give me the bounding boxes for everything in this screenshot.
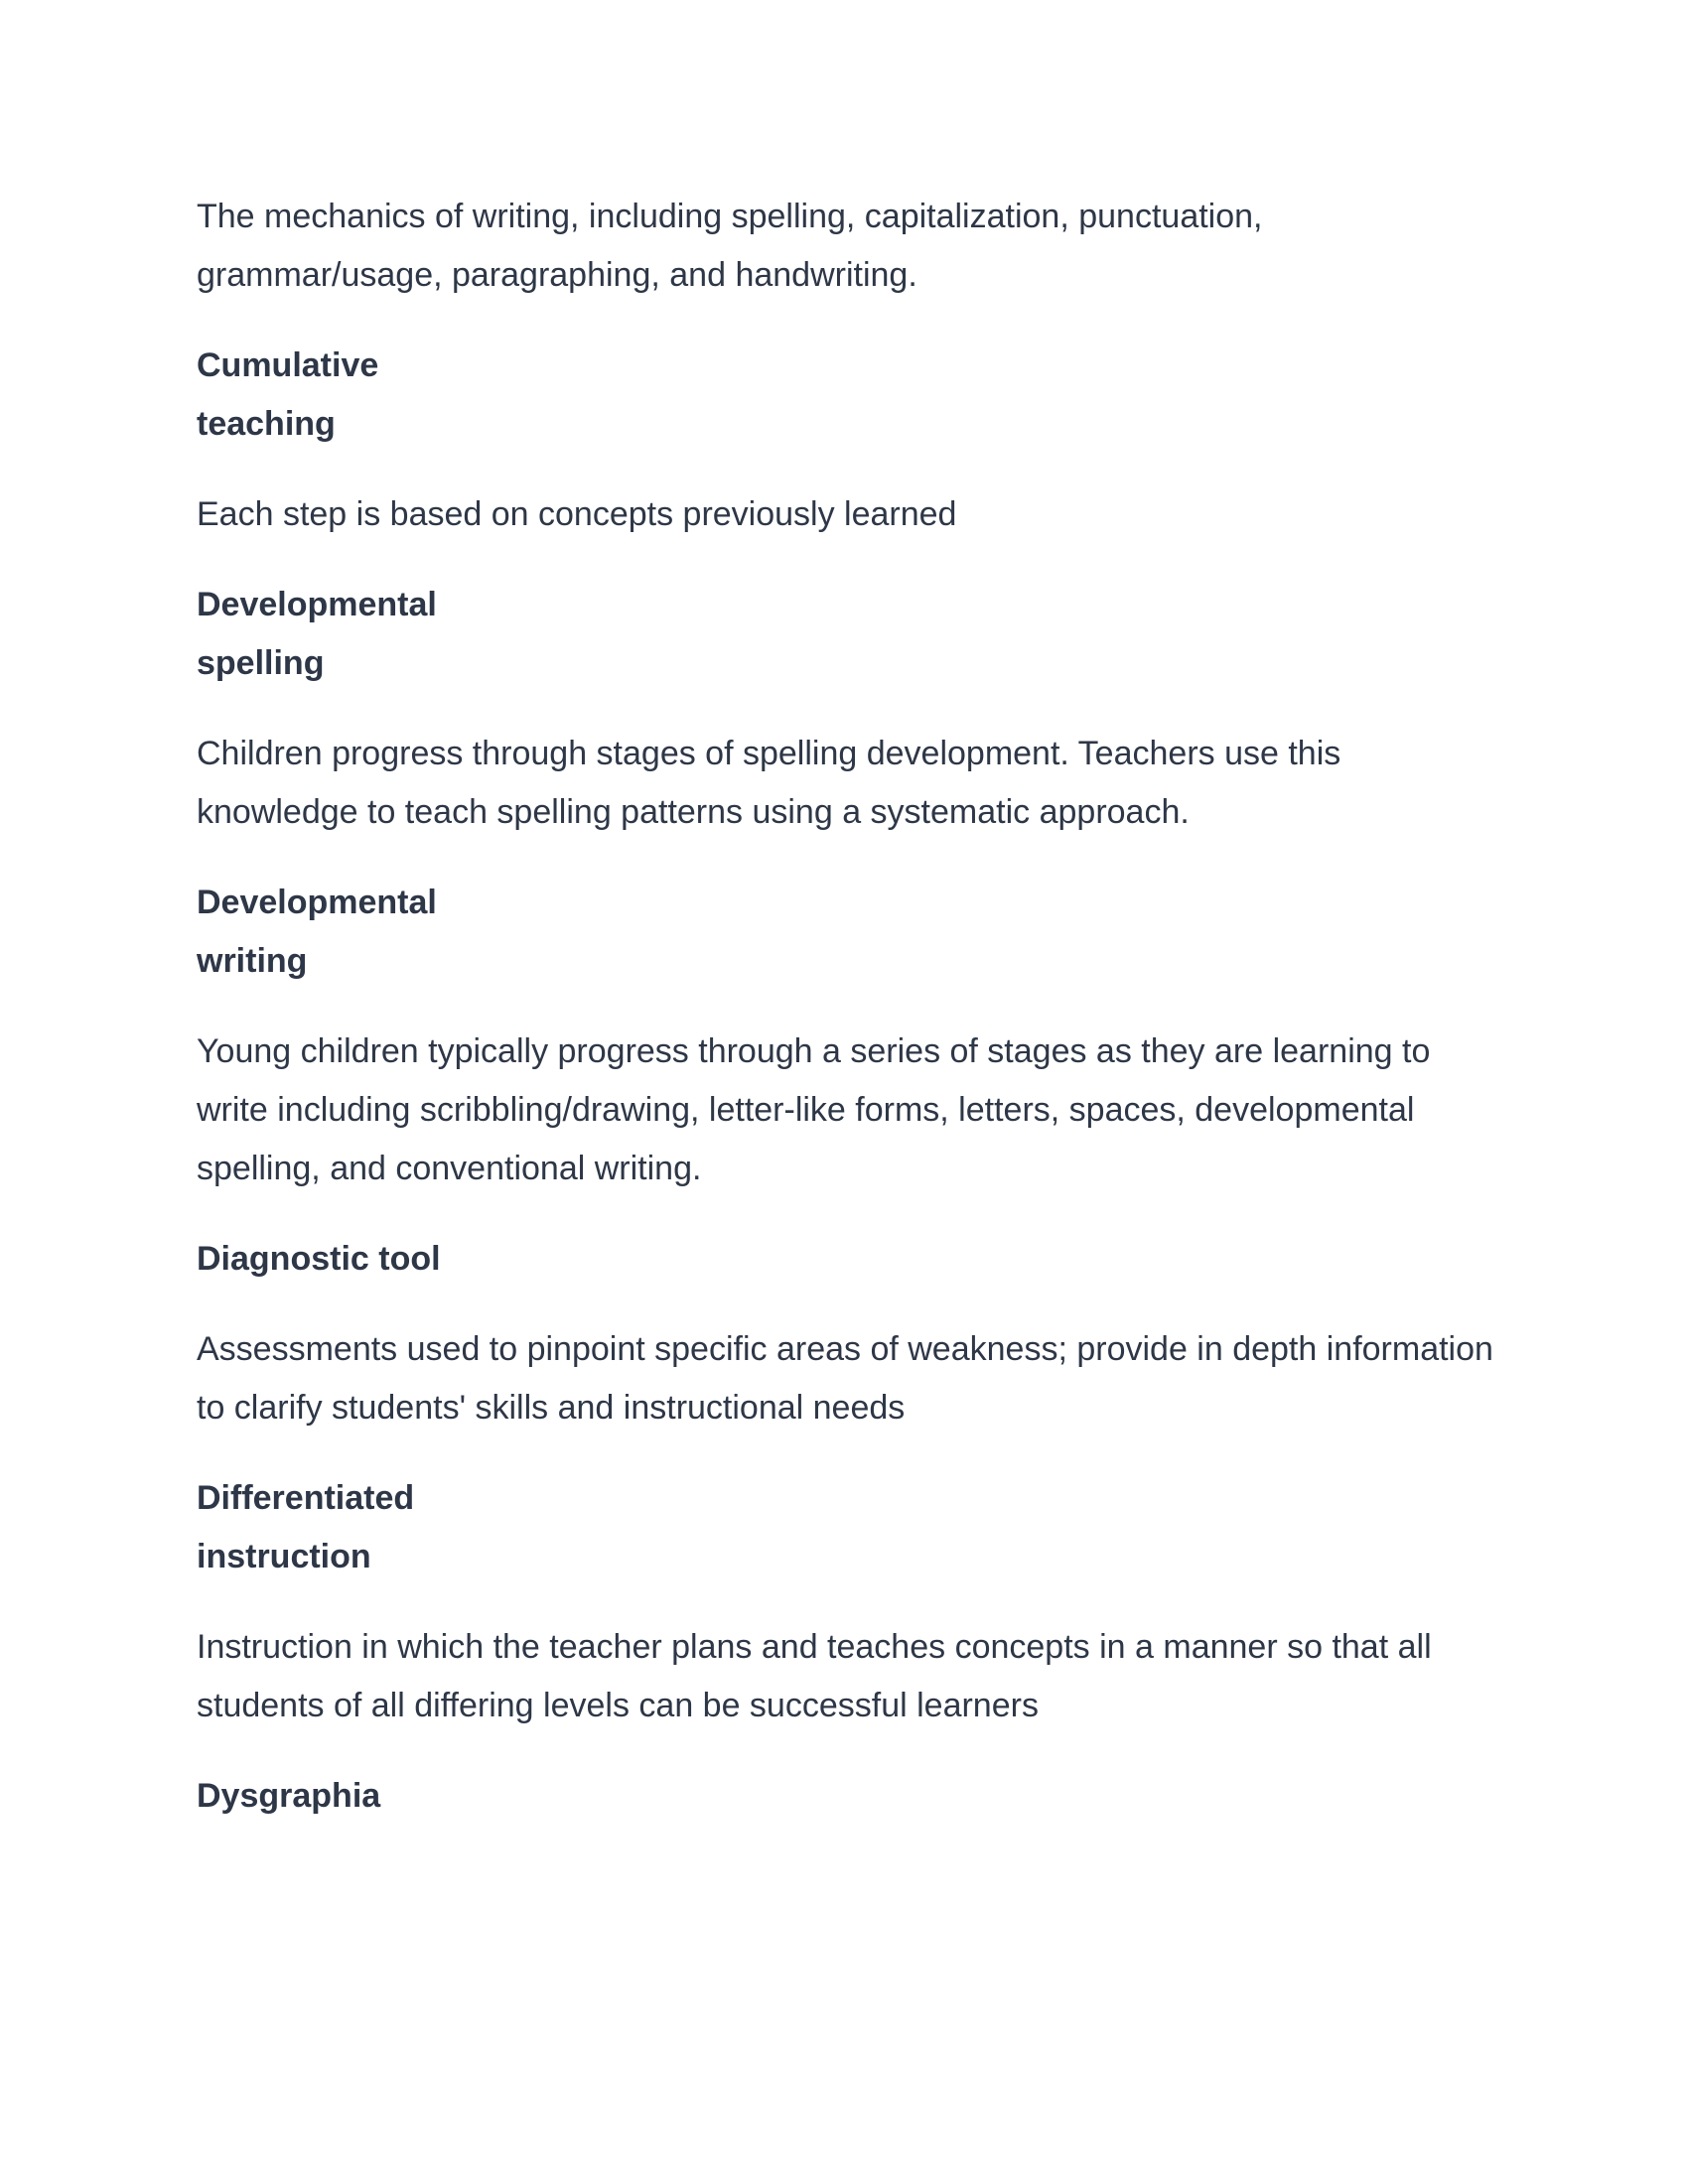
term-line: Diagnostic tool (197, 1240, 441, 1278)
definition-line: write including scribbling/drawing, letter-like forms, letters, spaces, developmental (197, 1091, 1415, 1129)
definition-paragraph-block (197, 725, 1628, 842)
definition-line: students of all differing levels can be successful learners (197, 1687, 1039, 1724)
definition-line: knowledge to teach spelling patterns using a systematic approach. (197, 793, 1190, 831)
term-line: Differentiated (197, 1479, 415, 1517)
term-line: instruction (197, 1538, 371, 1575)
term-heading-block (197, 1230, 1628, 1289)
definition-paragraph-block (197, 485, 1628, 544)
definition-line: Young children typically progress through a series of stages as they are learning to (197, 1032, 1431, 1070)
definition-line: Children progress through stages of spelling development. Teachers use this (197, 735, 1341, 772)
definition-paragraph-block (197, 188, 1628, 305)
definition-line: Assessments used to pinpoint specific areas of weakness; provide in depth information (197, 1330, 1493, 1368)
term-line: Developmental (197, 884, 437, 921)
term-line: Dysgraphia (197, 1777, 381, 1815)
definition-line: grammar/usage, paragraphing, and handwriting. (197, 256, 917, 294)
term-heading-block (197, 1767, 1628, 1826)
term-line: teaching (197, 405, 336, 443)
term-line: spelling (197, 644, 325, 682)
term-line: Developmental (197, 586, 437, 623)
term-line: Cumulative (197, 346, 379, 384)
term-heading-block (197, 337, 1628, 454)
definition-paragraph-block (197, 1320, 1628, 1437)
term-heading-block (197, 874, 1628, 991)
definition-line: spelling, and conventional writing. (197, 1150, 702, 1187)
definition-line: to clarify students' skills and instructional needs (197, 1389, 906, 1427)
term-heading-block (197, 576, 1628, 693)
definition-line: Instruction in which the teacher plans and teaches concepts in a manner so that all (197, 1628, 1432, 1666)
definition-paragraph-block (197, 1618, 1628, 1735)
term-heading-block (197, 1469, 1628, 1586)
definition-line: Each step is based on concepts previously learned (197, 495, 957, 533)
glossary-content (197, 188, 1628, 1826)
definition-line: The mechanics of writing, including spelling, capitalization, punctuation, (197, 198, 1263, 235)
definition-paragraph-block (197, 1023, 1628, 1198)
term-line: writing (197, 942, 308, 980)
